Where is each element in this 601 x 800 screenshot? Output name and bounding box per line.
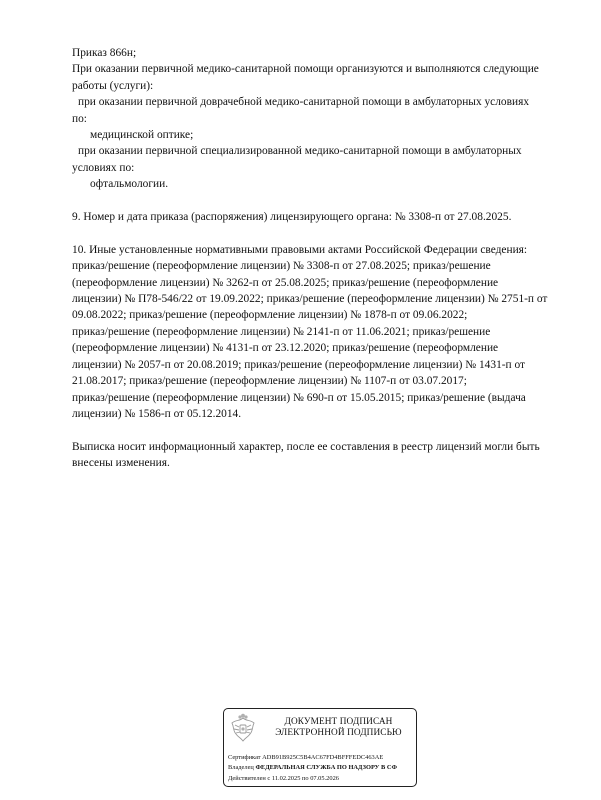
section-10-line: приказ/решение (переоформление лицензии) № 2141-п от 11.06.2021; приказ/решение [72, 325, 491, 338]
works-intro-line-1: При оказании первичной медико-санитарной помощи организуются и выполняются следующие [72, 63, 539, 76]
section-9: 9. Номер и дата приказа (распоряжения) лицензирующего органа: № 3308-п от 27.08.2025. [72, 211, 512, 224]
prehospital-line-2: по: [72, 112, 87, 125]
owner-line [228, 763, 417, 773]
prehospital-item: медицинской оптике; [90, 129, 194, 142]
specialized-line-2: условиях по: [72, 161, 135, 174]
prehospital-line-1: при оказании первичной доврачебной медико-санитарной помощи в амбулаторных условиях [78, 96, 530, 109]
section-10-line: приказ/решение (переоформление лицензии) № 3308-п от 27.08.2025; приказ/решение [72, 260, 491, 273]
stamp-title-line-2: ЭЛЕКТРОННОЙ ПОДПИСЬЮ [275, 728, 402, 738]
document-body [72, 45, 552, 472]
section-10-line: (переоформление лицензии) № 4131-п от 23.12.2020; приказ/решение (переоформление [72, 342, 499, 355]
section-10-line: лицензии) № П78-546/22 от 19.09.2022; приказ/решение (переоформление лицензии) № 2751-п от [72, 293, 548, 306]
disclaimer-line-1: Выписка носит информационный характер, после ее составления в реестр лицензий могли быть [72, 440, 540, 453]
stamp-title-line-1: ДОКУМЕНТ ПОДПИСАН [284, 717, 393, 727]
section-10-line: лицензии) № 1586-п от 05.12.2014. [72, 407, 242, 420]
certificate-label: Сертификат [228, 754, 261, 761]
stamp-title [266, 717, 411, 739]
certificate-value: ADB91B925C5B4AC67FD4BFFFEDC463AE [262, 754, 384, 761]
certificate-line [228, 753, 417, 763]
section-10-line: 09.08.2022; приказ/решение (переоформление лицензии) № 1878-п от 09.06.2022; [72, 309, 468, 322]
specialized-line-1: при оказании первичной специализированной медико-санитарной помощи в амбулаторных [78, 145, 522, 158]
section-10-line: (переоформление лицензии) № 3262-п от 25.08.2025; приказ/решение (переоформление [72, 276, 499, 289]
owner-value: ФЕДЕРАЛЬНАЯ СЛУЖБА ПО НАДЗОРУ В СФ [255, 764, 397, 772]
owner-label: Владелец [228, 764, 254, 772]
section-10-line: 21.08.2017; приказ/решение (переоформление лицензии) № 1107-п от 03.07.2017; [72, 375, 467, 388]
section-10 [72, 242, 552, 422]
section-10-line: лицензии) № 2057-п от 20.08.2019; приказ/решение (переоформление лицензии) № 1431-п от [72, 358, 526, 371]
works-intro-line-2: работы (услуги): [72, 79, 154, 92]
specialized-item: офтальмологии. [90, 178, 169, 191]
disclaimer-line-2: внесены изменения. [72, 457, 170, 470]
section-10-line: 10. Иные установленные нормативными правовыми актами Российской Федерации сведения: [72, 243, 528, 256]
order-line: Приказ 866н; [72, 47, 137, 59]
coat-of-arms-icon [229, 713, 257, 743]
signature-stamp [223, 708, 417, 787]
stamp-details [228, 753, 417, 784]
validity-line: Действителен с 11.02.2025 по 07.05.2026 [228, 774, 339, 782]
section-10-line: приказ/решение (переоформление лицензии) № 690-п от 15.05.2015; приказ/решение (выдача [72, 391, 526, 404]
